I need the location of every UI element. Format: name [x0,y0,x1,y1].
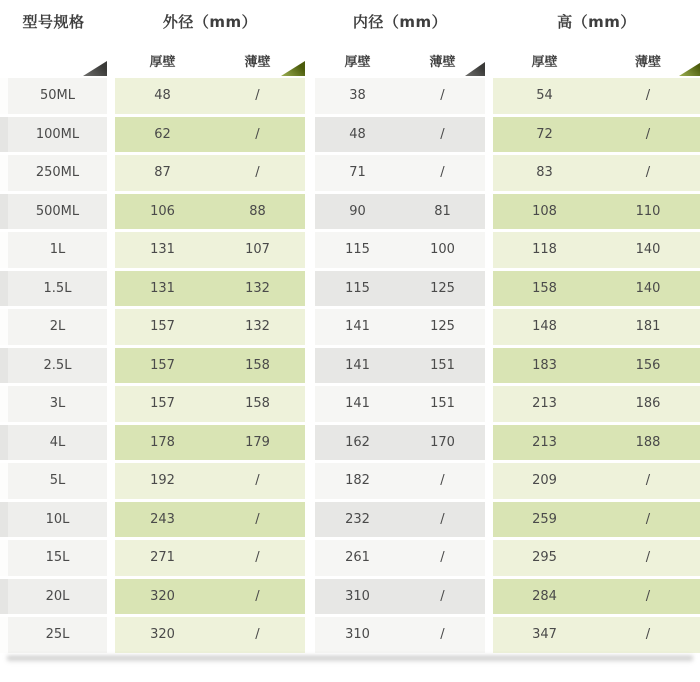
column-gap [305,194,315,230]
id-thick-cell: 141 [315,386,400,422]
table-row [0,425,700,461]
table-row [0,579,700,615]
column-gap [107,579,115,615]
height-thin-cell: 181 [596,309,700,345]
id-thick-cell: 141 [315,348,400,384]
id-thin-cell: 125 [400,309,485,345]
id-thin-cell: / [400,502,485,538]
table-row [0,348,700,384]
od-thick-cell: 271 [115,540,210,576]
height-thick-cell: 213 [493,386,596,422]
od-thick-cell: 131 [115,232,210,268]
table-row [0,232,700,268]
od-thick-cell: 178 [115,425,210,461]
height-thin-cell: 156 [596,348,700,384]
column-gap [485,540,493,576]
id-thick-cell: 71 [315,155,400,191]
id-thin-cell: / [400,540,485,576]
id-thin-cell: / [400,579,485,615]
model-cell: 15L [0,540,107,576]
model-cell: 2.5L [0,348,107,384]
table-row [0,463,700,499]
id-thick-cell: 182 [315,463,400,499]
subheader-od-thick-wall: 厚壁 [149,54,176,70]
height-thin-cell: 140 [596,271,700,307]
column-gap [485,348,493,384]
od-thin-cell: / [210,579,305,615]
subheader-id-thick-wall: 厚壁 [344,54,371,70]
id-thin-cell: 151 [400,386,485,422]
subheader-height-thick-wall: 厚壁 [531,54,558,70]
column-gap [485,78,493,114]
id-thin-cell: / [400,117,485,153]
column-gap [305,386,315,422]
od-thick-cell: 192 [115,463,210,499]
table-body [0,78,700,653]
height-thin-cell: / [596,155,700,191]
id-thick-cell: 38 [315,78,400,114]
od-thin-cell: 107 [210,232,305,268]
od-thick-cell: 48 [115,78,210,114]
column-gap [305,155,315,191]
column-gap [107,386,115,422]
od-thin-cell: / [210,78,305,114]
column-gap [107,155,115,191]
height-thick-cell: 183 [493,348,596,384]
model-cell: 500ML [0,194,107,230]
od-thin-cell: 132 [210,271,305,307]
id-thick-cell: 310 [315,579,400,615]
od-thick-cell: 320 [115,617,210,653]
height-thick-cell: 148 [493,309,596,345]
table-row [0,155,700,191]
od-thick-cell: 106 [115,194,210,230]
column-gap [107,194,115,230]
column-gap [107,540,115,576]
od-thin-cell: / [210,540,305,576]
height-thick-cell: 83 [493,155,596,191]
column-gap [485,425,493,461]
column-gap [305,540,315,576]
height-thin-cell: 110 [596,194,700,230]
column-gap [305,463,315,499]
table-row [0,540,700,576]
id-thin-cell: / [400,78,485,114]
od-thick-cell: 157 [115,348,210,384]
model-cell: 50ML [0,78,107,114]
subheader-id-thin-wall: 薄壁 [429,54,456,70]
column-gap [107,348,115,384]
table-row [0,271,700,307]
height-thin-cell: / [596,117,700,153]
height-thin-cell: / [596,463,700,499]
height-thin-cell: / [596,617,700,653]
od-thin-cell: / [210,155,305,191]
column-gap [485,386,493,422]
height-thin-cell: 140 [596,232,700,268]
model-cell: 25L [0,617,107,653]
id-thick-cell: 141 [315,309,400,345]
od-thin-cell: 179 [210,425,305,461]
column-gap [107,502,115,538]
height-thin-cell: 188 [596,425,700,461]
od-thin-cell: / [210,117,305,153]
height-thin-cell: / [596,540,700,576]
height-thin-cell: 186 [596,386,700,422]
model-cell: 100ML [0,117,107,153]
column-gap [107,271,115,307]
column-gap [107,463,115,499]
od-thick-cell: 157 [115,386,210,422]
header-outer-diameter: 外径（mm） [162,12,258,31]
column-gap [485,579,493,615]
model-cell: 250ML [0,155,107,191]
column-gap [485,617,493,653]
column-gap [305,425,315,461]
id-thick-cell: 115 [315,232,400,268]
od-thick-cell: 243 [115,502,210,538]
height-thick-cell: 213 [493,425,596,461]
height-thin-cell: / [596,579,700,615]
column-gap [485,117,493,153]
od-thin-cell: / [210,617,305,653]
model-cell: 5L [0,463,107,499]
od-thin-cell: 158 [210,386,305,422]
column-gap [305,232,315,268]
column-gap [485,309,493,345]
od-thin-cell: / [210,502,305,538]
model-cell: 10L [0,502,107,538]
id-thin-cell: 100 [400,232,485,268]
id-thin-cell: / [400,155,485,191]
id-thin-cell: 81 [400,194,485,230]
height-thick-cell: 118 [493,232,596,268]
height-thin-cell: / [596,78,700,114]
table-row [0,386,700,422]
column-gap [305,617,315,653]
od-thin-cell: 132 [210,309,305,345]
column-gap [305,117,315,153]
model-cell: 1.5L [0,271,107,307]
column-gap [485,271,493,307]
model-cell: 20L [0,579,107,615]
od-thick-cell: 320 [115,579,210,615]
height-thin-cell: / [596,502,700,538]
id-thin-cell: 170 [400,425,485,461]
od-thin-cell: 88 [210,194,305,230]
table-header [0,0,700,78]
column-gap [107,309,115,345]
height-thick-cell: 108 [493,194,596,230]
column-gap [305,348,315,384]
table-row [0,194,700,230]
id-thin-cell: / [400,617,485,653]
id-thick-cell: 162 [315,425,400,461]
column-gap [305,309,315,345]
id-thick-cell: 115 [315,271,400,307]
column-gap [305,78,315,114]
table-row [0,117,700,153]
model-cell: 2L [0,309,107,345]
height-thick-cell: 347 [493,617,596,653]
table-row [0,78,700,114]
column-gap [107,232,115,268]
model-cell: 1L [0,232,107,268]
header-model-spec: 型号规格 [22,12,85,31]
height-thick-cell: 209 [493,463,596,499]
id-thick-cell: 232 [315,502,400,538]
subheader-od-thin-wall: 薄壁 [244,54,271,70]
header-inner-diameter: 内径（mm） [352,12,448,31]
header-title-row [0,0,700,42]
column-gap [107,617,115,653]
od-thin-cell: 158 [210,348,305,384]
column-gap [107,425,115,461]
table-row [0,502,700,538]
model-cell: 4L [0,425,107,461]
id-thick-cell: 90 [315,194,400,230]
height-thick-cell: 72 [493,117,596,153]
id-thick-cell: 261 [315,540,400,576]
column-gap [107,78,115,114]
height-thick-cell: 158 [493,271,596,307]
table-row [0,309,700,345]
id-thin-cell: / [400,463,485,499]
table-row [0,617,700,653]
id-thin-cell: 151 [400,348,485,384]
column-gap [305,502,315,538]
subheader-height-thin-wall: 薄壁 [634,54,661,70]
column-gap [485,463,493,499]
height-thick-cell: 54 [493,78,596,114]
header-height: 高（mm） [557,12,636,31]
id-thick-cell: 310 [315,617,400,653]
model-cell: 3L [0,386,107,422]
table-drop-shadow [7,656,693,663]
od-thin-cell: / [210,463,305,499]
od-thick-cell: 62 [115,117,210,153]
height-thick-cell: 259 [493,502,596,538]
id-thick-cell: 48 [315,117,400,153]
column-gap [305,271,315,307]
column-gap [485,194,493,230]
od-thick-cell: 131 [115,271,210,307]
height-thick-cell: 295 [493,540,596,576]
column-gap [107,117,115,153]
od-thick-cell: 87 [115,155,210,191]
column-gap [485,155,493,191]
column-gap [305,579,315,615]
height-thick-cell: 284 [493,579,596,615]
column-gap [485,232,493,268]
column-gap [485,502,493,538]
id-thin-cell: 125 [400,271,485,307]
od-thick-cell: 157 [115,309,210,345]
